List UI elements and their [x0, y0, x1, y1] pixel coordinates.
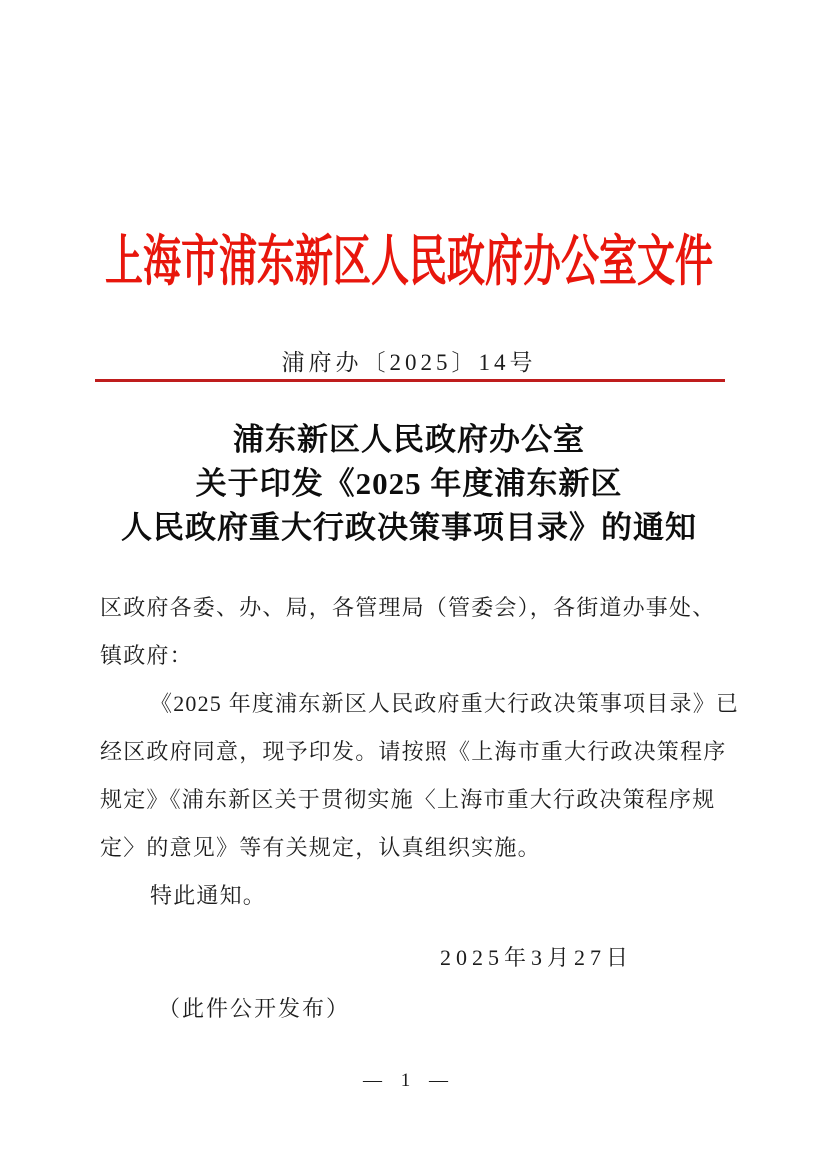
- notice-title: [0, 418, 818, 550]
- issue-date: 2025年3月27日: [440, 945, 634, 970]
- closing-line: 特此通知。: [150, 883, 267, 908]
- notice-title-line-3: 人民政府重大行政决策事项目录》的通知: [121, 510, 697, 545]
- notice-body: [100, 584, 740, 920]
- body-line-1: 《2025 年度浦东新区人民政府重大行政决策事项目录》已: [150, 691, 740, 716]
- public-release-note: （此件公开发布）: [158, 996, 351, 1021]
- document-header-banner: 上海市浦东新区人民政府办公室文件: [104, 231, 713, 293]
- salutation-line-1: 区政府各委、办、局，各管理局（管委会），各街道办事处、: [100, 595, 716, 620]
- red-divider-line: [95, 379, 725, 382]
- notice-title-line-2: 关于印发《2025 年度浦东新区: [195, 466, 623, 501]
- salutation-line-2: 镇政府：: [100, 643, 193, 668]
- body-line-2: 经区政府同意，现予印发。请按照《上海市重大行政决策程序: [100, 739, 727, 764]
- page-number: — 1 —: [363, 1070, 455, 1091]
- notice-title-line-1: 浦东新区人民政府办公室: [233, 422, 585, 457]
- document-number: 浦府办〔2025〕14号: [281, 350, 537, 375]
- body-line-3: 规定》《浦东新区关于贯彻实施〈上海市重大行政决策程序规: [100, 787, 716, 812]
- body-line-4: 定〉的意见》等有关规定，认真组织实施。: [100, 835, 541, 860]
